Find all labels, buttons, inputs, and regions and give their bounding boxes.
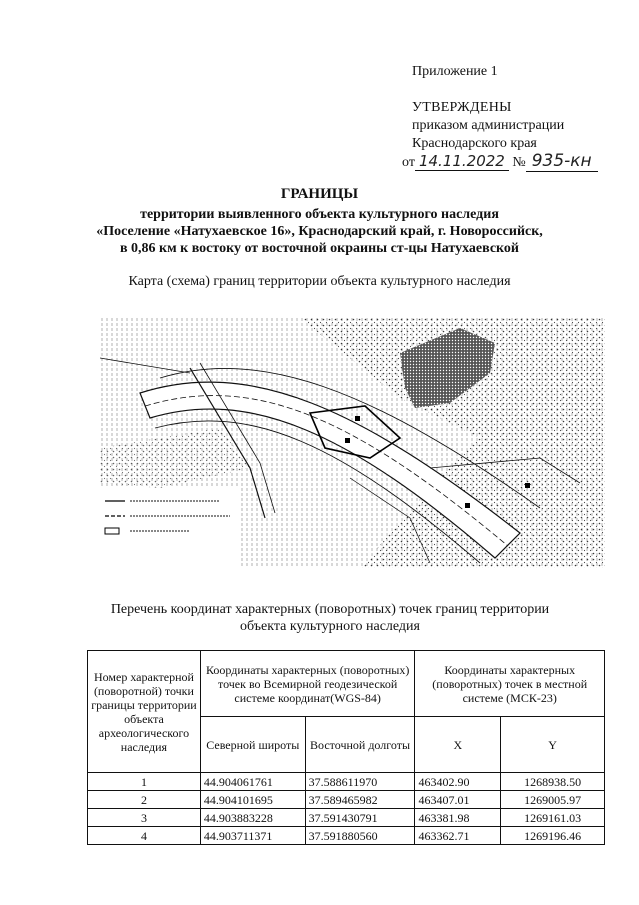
coord-x: 463402.90 — [415, 773, 501, 791]
approved-label: УТВЕРЖДЕНЫ — [412, 100, 512, 115]
appendix-label: Приложение 1 — [412, 64, 498, 79]
header-y: Y — [501, 717, 605, 773]
header-east-longitude: Восточной долготы — [305, 717, 415, 773]
header-north-latitude: Северной широты — [200, 717, 305, 773]
header-msk23: Координаты характерных (поворотных) точек в местной системе (МСК-23) — [415, 651, 605, 717]
latitude: 44.904061761 — [200, 773, 305, 791]
coord-x: 463407.01 — [415, 791, 501, 809]
point-number: 4 — [88, 827, 201, 845]
longitude: 37.591880560 — [305, 827, 415, 845]
latitude: 44.904101695 — [200, 791, 305, 809]
coord-y: 1268938.50 — [501, 773, 605, 791]
latitude: 44.903711371 — [200, 827, 305, 845]
header-point-number: Номер характерной (поворотной) точки границы территории объекта археологического наследия — [88, 651, 201, 773]
coord-y: 1269005.97 — [501, 791, 605, 809]
coord-y: 1269161.03 — [501, 809, 605, 827]
coord-x: 463362.71 — [415, 827, 501, 845]
handwritten-number: 935-кн — [526, 151, 598, 172]
document-title: ГРАНИЦЫ — [280, 186, 359, 202]
handwritten-date: 14.11.2022 — [415, 152, 509, 171]
coord-x: 463381.98 — [415, 809, 501, 827]
table-row — [88, 791, 605, 809]
list-title-line-2: объекта культурного наследия — [240, 619, 420, 634]
number-prefix: № — [512, 155, 526, 170]
point-number: 3 — [88, 809, 201, 827]
table-row — [88, 827, 605, 845]
header-wgs84: Координаты характерных (поворотных) точек во Всемирной геодезической системе координат(WGS-84) — [200, 651, 415, 717]
table-row — [88, 809, 605, 827]
header-x: X — [415, 717, 501, 773]
coord-y: 1269196.46 — [501, 827, 605, 845]
title-line-3: в 0,86 км к востоку от восточной окраины ст-цы Натухаевской — [119, 241, 519, 256]
table-row — [88, 773, 605, 791]
coordinates-table — [87, 650, 605, 845]
longitude: 37.589465982 — [305, 791, 415, 809]
title-line-2: «Поселение «Натухаевское 16», Краснодарский край, г. Новороссийск, — [96, 224, 543, 239]
boundary-map — [100, 318, 605, 568]
order-line-2: Краснодарского края — [412, 136, 537, 151]
date-prefix: от — [402, 155, 415, 170]
latitude: 44.903883228 — [200, 809, 305, 827]
map-caption: Карта (схема) границ территории объекта культурного наследия — [128, 274, 511, 289]
point-number: 1 — [88, 773, 201, 791]
order-line-1: приказом администрации — [412, 118, 565, 133]
order-date-line — [402, 151, 598, 171]
point-number: 2 — [88, 791, 201, 809]
title-line-1: территории выявленного объекта культурного наследия — [140, 207, 499, 222]
list-title-line-1: Перечень координат характерных (поворотных) точек границ территории — [110, 602, 550, 617]
longitude: 37.588611970 — [305, 773, 415, 791]
longitude: 37.591430791 — [305, 809, 415, 827]
